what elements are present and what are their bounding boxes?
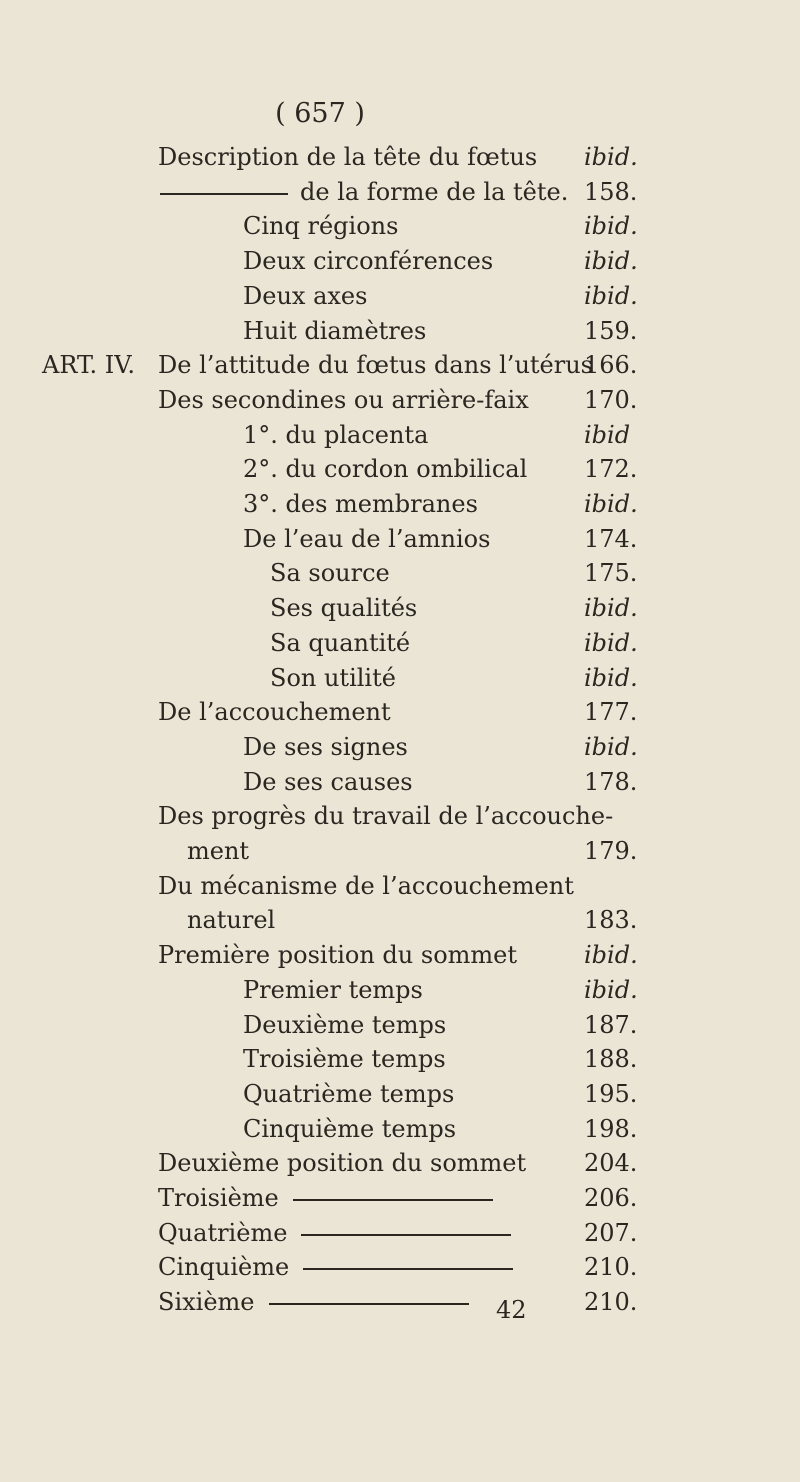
toc-entry-title: ment (187, 837, 250, 865)
toc-entry (160, 175, 660, 211)
toc-entry (243, 487, 660, 523)
toc-entry-title: De l’attitude du fœtus dans l’utérus (158, 351, 593, 379)
toc-entry-title: Deuxième temps (243, 1011, 447, 1039)
toc-entry (243, 730, 660, 766)
toc-entry-title: Sa source (270, 559, 390, 587)
toc-entry-title: de la forme de la tête. (300, 178, 569, 206)
toc-entry (158, 799, 660, 835)
toc-entry (243, 452, 660, 488)
toc-entry (270, 626, 660, 662)
page-reference: ibid. (584, 247, 638, 275)
page-reference: 207. (584, 1219, 638, 1247)
toc-entry (158, 695, 660, 731)
article-label: ART. IV. (42, 351, 135, 379)
toc-entry (158, 140, 660, 176)
page-reference: 204. (584, 1149, 638, 1177)
page-reference: ibid. (584, 941, 638, 969)
toc-entry-title: Deux axes (243, 282, 368, 310)
toc-entry (158, 348, 660, 384)
toc-entry-title: Des secondines ou arrière-faix (158, 386, 529, 414)
toc-entry (243, 1077, 660, 1113)
toc-entry (158, 1250, 660, 1286)
ditto-dash (303, 1268, 513, 1270)
page-reference: 206. (584, 1184, 638, 1212)
toc-entry (158, 938, 660, 974)
toc-entry-title: Troisième (158, 1184, 279, 1212)
toc-entry-title: De l’eau de l’amnios (243, 525, 491, 553)
page-reference: ibid. (584, 212, 638, 240)
toc-entry (158, 1216, 660, 1252)
page-reference: ibid. (584, 594, 638, 622)
toc-entry-title: Description de la tête du fœtus (158, 143, 538, 171)
page-reference: 210. (584, 1288, 638, 1316)
page-reference: 188. (584, 1045, 638, 1073)
ditto-dash (301, 1234, 511, 1236)
toc-entry (187, 903, 660, 939)
toc-entry (270, 591, 660, 627)
toc-entry (243, 1042, 660, 1078)
toc-entry-title: naturel (187, 906, 276, 934)
toc-entry (187, 834, 660, 870)
page-reference: 159. (584, 317, 638, 345)
toc-entry (158, 1181, 660, 1217)
page-reference: 183. (584, 906, 638, 934)
page-reference: 166. (584, 351, 638, 379)
ditto-dash (269, 1303, 469, 1305)
toc-entry (243, 244, 660, 280)
toc-entry-title: Premier temps (243, 976, 423, 1004)
toc-entry (158, 383, 660, 419)
toc-entry (243, 1112, 660, 1148)
toc-entry-title: Deux circonférences (243, 247, 494, 275)
toc-entry (243, 522, 660, 558)
page-reference: ibid. (584, 143, 638, 171)
page-reference: 179. (584, 837, 638, 865)
page-reference: ibid. (584, 976, 638, 1004)
page-reference: 195. (584, 1080, 638, 1108)
page-reference: 172. (584, 455, 638, 483)
page-reference: ibid. (584, 629, 638, 657)
toc-entry-title: Huit diamètres (243, 317, 427, 345)
ditto-dash (160, 193, 288, 195)
toc-entry (158, 1285, 660, 1321)
toc-entry (243, 279, 660, 315)
page-reference: 198. (584, 1115, 638, 1143)
page-reference: 210. (584, 1253, 638, 1281)
toc-entry (270, 556, 660, 592)
toc-entry-title: Quatrième temps (243, 1080, 455, 1108)
toc-entry-title: 1°. du placenta (243, 421, 429, 449)
toc-entry-title: Son utilité (270, 664, 396, 692)
toc-entry (243, 209, 660, 245)
toc-entry-title: De l’accouchement (158, 698, 391, 726)
toc-entry (243, 1008, 660, 1044)
signature-mark: 42 (496, 1296, 527, 1324)
toc-entry-title: 3°. des membranes (243, 490, 478, 518)
page-reference: 177. (584, 698, 638, 726)
toc-entry-title: Quatrième (158, 1219, 288, 1247)
page-reference: ibid. (584, 490, 638, 518)
toc-entry (243, 765, 660, 801)
ditto-dash (293, 1199, 493, 1201)
toc-entry-title: Troisième temps (243, 1045, 446, 1073)
toc-entry (243, 418, 660, 454)
page-reference: ibid. (584, 733, 638, 761)
toc-entry-title: Ses qualités (270, 594, 418, 622)
toc-entry-title: Cinquième temps (243, 1115, 457, 1143)
page-reference: 174. (584, 525, 638, 553)
page-reference: ibid (584, 421, 631, 449)
page-reference: 175. (584, 559, 638, 587)
toc-entry-title: Du mécanisme de l’accouchement (158, 872, 574, 900)
toc-entry-title: De ses signes (243, 733, 408, 761)
toc-entry (158, 869, 660, 905)
toc-entry-title: Sa quantité (270, 629, 411, 657)
toc-entry-title: 2°. du cordon ombilical (243, 455, 528, 483)
toc-entry (270, 661, 660, 697)
toc-entry-title: Cinq régions (243, 212, 399, 240)
toc-entry-title: Cinquième (158, 1253, 290, 1281)
page-reference: 178. (584, 768, 638, 796)
toc-entry-title: Des progrès du travail de l’accouche- (158, 802, 614, 830)
page-number: ( 657 ) (275, 98, 365, 129)
toc-entry-title: Première position du sommet (158, 941, 518, 969)
toc-entry-title: Deuxième position du sommet (158, 1149, 527, 1177)
page-reference: 170. (584, 386, 638, 414)
toc-entry-title: Sixième (158, 1288, 255, 1316)
toc-entry (243, 314, 660, 350)
toc-entry (158, 1146, 660, 1182)
page-reference: 187. (584, 1011, 638, 1039)
toc-entry-title: De ses causes (243, 768, 413, 796)
page-reference: ibid. (584, 664, 638, 692)
page-reference: 158. (584, 178, 638, 206)
page-reference: ibid. (584, 282, 638, 310)
toc-entry (243, 973, 660, 1009)
